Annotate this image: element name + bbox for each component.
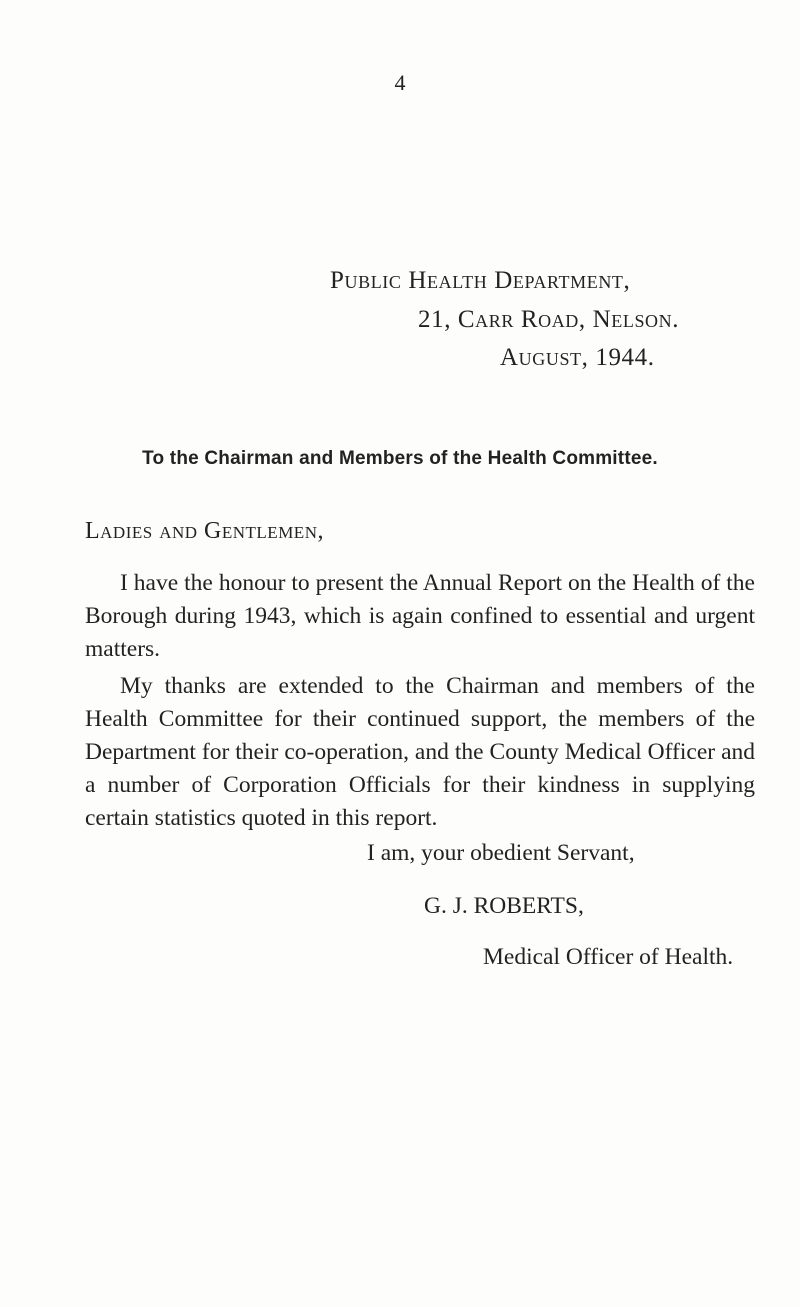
body-paragraph-intro: I have the honour to present the Annual Report on the Health of the Borough during 1943, which is again confined to essential and urgent matters. — [85, 570, 755, 662]
page-number: 4 — [394, 70, 406, 95]
closing-phrase: I am, your obedient Servant, — [367, 840, 635, 866]
address-street: 21, Carr Road, Nelson. — [418, 306, 680, 333]
address-department: Public Health Department, — [330, 267, 631, 294]
signature-name: G. J. ROBERTS, — [424, 893, 584, 919]
addressee-heading: To the Chairman and Members of the Health Committee. — [142, 448, 658, 469]
salutation: Ladies and Gentlemen, — [85, 518, 324, 544]
address-date: August, 1944. — [500, 344, 655, 371]
signature-title: Medical Officer of Health. — [483, 944, 734, 970]
body-paragraph-thanks: My thanks are extended to the Chairman and members of the Health Committee for their continued support, the members of the Department for their co-operation, and the County Medical Officer and a number of Corporation Officials for their kindness in supplying certain statistics quoted in this report. — [85, 673, 755, 831]
